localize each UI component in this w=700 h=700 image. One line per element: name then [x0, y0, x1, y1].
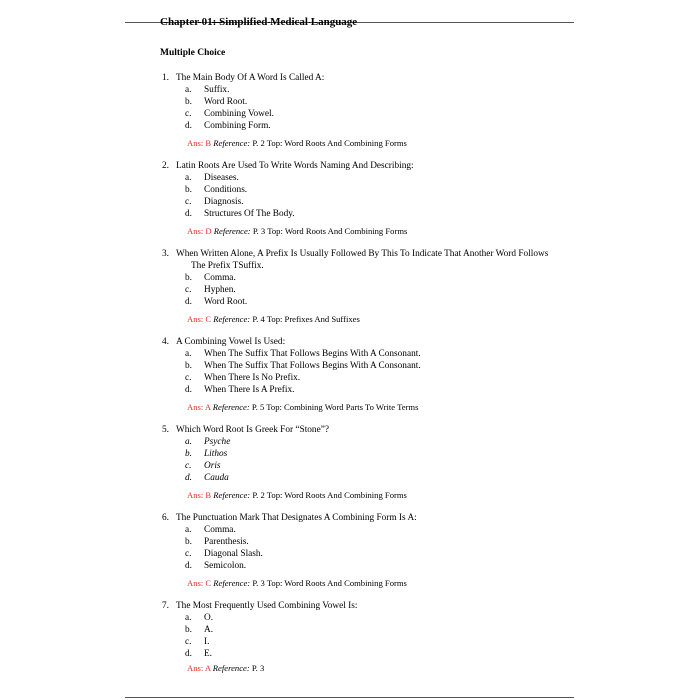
answer-key	[0, 662, 700, 674]
section-heading: Multiple Choice	[160, 48, 226, 58]
question-4	[0, 336, 700, 413]
answer-option: b. A.	[185, 625, 214, 635]
question-number: 4.	[162, 337, 169, 347]
answer-option: a. When The Suffix That Follows Begins With A Consonant.	[185, 349, 421, 359]
answer-label: Ans: C	[187, 578, 212, 588]
answer-key	[0, 137, 700, 149]
answer-key	[0, 577, 700, 589]
answer-label: Ans: B	[187, 138, 212, 148]
reference-details: P. 2 Top: Word Roots And Combining Forms	[252, 138, 407, 148]
answer-option: c. I.	[185, 637, 210, 647]
reference-label: Reference:	[212, 402, 250, 412]
reference-label: Reference:	[213, 138, 251, 148]
answer-key	[0, 313, 700, 325]
answer-option: b. Lithos	[185, 449, 228, 459]
answer-key	[0, 401, 700, 413]
answer-label: Ans: A	[187, 402, 211, 412]
reference-details: P. 3 Top: Word Roots And Combining Forms	[252, 578, 407, 588]
answer-key	[0, 225, 700, 237]
answer-option: d. When There Is A Prefix.	[185, 385, 295, 395]
answer-label: Ans: B	[187, 490, 212, 500]
answer-label: Ans: D	[187, 226, 212, 236]
answer-option: a. Diseases.	[185, 173, 239, 183]
question-1	[0, 72, 700, 149]
question-number: 1.	[162, 73, 169, 83]
question-6	[0, 512, 700, 589]
answer-option: b. Parenthesis.	[185, 537, 249, 547]
reference-details: P. 5 Top: Combining Word Parts To Write Terms	[251, 402, 419, 412]
answer-option: c. Hyphen.	[185, 285, 236, 295]
answer-option: a. Comma.	[185, 525, 236, 535]
answer-option: b. Conditions.	[185, 185, 248, 195]
bottom-rule	[125, 697, 574, 698]
answer-option: b. When The Suffix That Follows Begins With A Consonant.	[185, 361, 421, 371]
answer-key	[0, 489, 700, 501]
question-number: 3.	[162, 249, 169, 259]
reference-label: Reference:	[213, 226, 251, 236]
question-number: 7.	[162, 601, 169, 611]
answer-option: d. Cauda	[185, 473, 229, 483]
question-text: The Most Frequently Used Combining Vowel Is:	[176, 601, 358, 611]
question-3	[0, 248, 700, 325]
question-text: Latin Roots Are Used To Write Words Naming And Describing:	[176, 161, 414, 171]
question-number: 6.	[162, 513, 169, 523]
answer-option: b. Comma.	[185, 273, 236, 283]
reference-label: Reference:	[212, 663, 250, 673]
answer-label: Ans: C	[187, 314, 212, 324]
question-text-continued: The Prefix TSuffix.	[191, 261, 264, 271]
question-text: The Main Body Of A Word Is Called A:	[176, 73, 325, 83]
reference-details: P. 3 Top: Word Roots And Combining Forms	[252, 226, 408, 236]
chapter-title: Chapter 01: Simplified Medical Language	[160, 16, 358, 28]
answer-option: d. Word Root.	[185, 297, 248, 307]
reference-label: Reference:	[213, 490, 251, 500]
question-2	[0, 160, 700, 237]
answer-option: c. Diagnosis.	[185, 197, 244, 207]
question-7	[0, 600, 700, 674]
answer-option: b. Word Root.	[185, 97, 248, 107]
answer-option: a. Psyche	[185, 437, 231, 447]
question-5	[0, 424, 700, 501]
answer-option: c. Combining Vowel.	[185, 109, 274, 119]
answer-label: Ans: A	[187, 663, 211, 673]
question-number: 2.	[162, 161, 169, 171]
answer-option: a. O.	[185, 613, 214, 623]
answer-option: d. Combining Form.	[185, 121, 271, 131]
answer-option: c. Diagonal Slash.	[185, 549, 263, 559]
answer-option: d. Semicolon.	[185, 561, 247, 571]
reference-details: P. 3	[251, 663, 265, 673]
reference-label: Reference:	[213, 578, 251, 588]
answer-option: a. Suffix.	[185, 85, 230, 95]
answer-option: d. Structures Of The Body.	[185, 209, 295, 219]
question-number: 5.	[162, 425, 169, 435]
answer-option: d. E.	[185, 649, 213, 659]
question-text: Which Word Root Is Greek For “Stone”?	[176, 425, 329, 435]
reference-details: P. 2 Top: Word Roots And Combining Forms	[252, 490, 407, 500]
question-text: When Written Alone, A Prefix Is Usually Followed By This To Indicate That Another Word Follows	[176, 249, 549, 259]
reference-details: P. 4 Top: Prefixes And Suffixes	[252, 314, 360, 324]
question-text: A Combining Vowel Is Used:	[176, 337, 286, 347]
reference-label: Reference:	[213, 314, 251, 324]
answer-option: c. Oris	[185, 461, 221, 471]
question-text: The Punctuation Mark That Designates A Combining Form Is A:	[176, 513, 417, 523]
answer-option: c. When There Is No Prefix.	[185, 373, 301, 383]
